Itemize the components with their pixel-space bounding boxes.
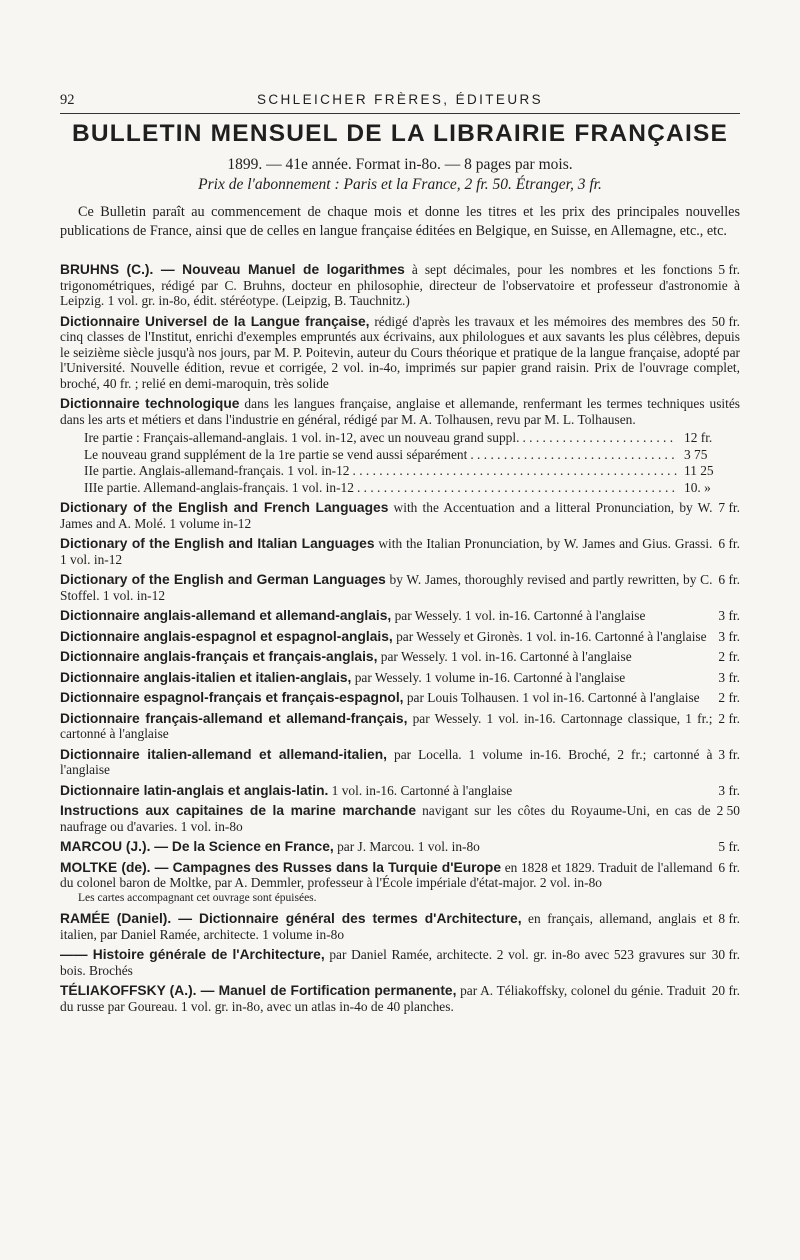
part-text: IIe partie. Anglais-allemand-français. 1 vol. in-12	[84, 463, 350, 478]
bulletin-title: BULLETIN MENSUEL DE LA LIBRAIRIE FRANÇAISE	[71, 120, 729, 147]
entry-heading: MOLTKE (de). — Campagnes des Russes dans la Turquie d'Europe	[60, 859, 502, 875]
entry-description: par Wessely et Gironès. 1 vol. in-16. Cartonné à l'anglaise	[392, 628, 707, 644]
catalog-entry	[60, 839, 740, 855]
part-text: IIIe partie. Allemand-anglais-français. 1 vol. in-12	[84, 479, 354, 495]
part-price: 10. »	[684, 479, 711, 495]
entry-heading: Dictionnaire anglais-allemand et allemand-anglais,	[60, 608, 392, 623]
entry-description: with the Italian Pronunciation, by W. James and Gius. Grassi. 1 vol. in-12	[60, 536, 713, 567]
part-line	[84, 480, 740, 496]
catalog-entry	[60, 947, 740, 978]
part-price: 11 25	[684, 463, 714, 478]
header-rule	[60, 113, 740, 114]
entry-description: by W. James, thoroughly revised and partly rewritten, by C. Stoffel. 1 vol. in-12	[60, 572, 713, 603]
entry-price: 50 fr.	[711, 313, 740, 329]
leader-dots	[357, 480, 677, 496]
entry-description: dans les langues française, anglaise et allemande, renfermant les termes techniques usités dans les arts et métiers et dans l'industrie en général, rédigé par M. A. Tolhausen, revu par M. L. Tolhausen.	[60, 396, 741, 427]
entry-heading: Dictionnaire italien-allemand et allemand-italien,	[60, 746, 387, 762]
page-number: 92	[60, 92, 75, 108]
entry-description: par Locella. 1 volume in-16. Broché, 2 fr.; cartonné à l'anglaise	[60, 746, 713, 777]
part-price: 3 75	[684, 446, 708, 462]
entry-note: Les cartes accompagnant cet ouvrage sont épuisées.	[78, 891, 317, 904]
entry-price: 7 fr.	[718, 500, 740, 515]
catalog-entry	[60, 396, 740, 495]
catalog-entry	[60, 314, 740, 392]
catalog-entry	[60, 536, 740, 567]
entry-description: à sept décimales, pour les nombres et les fonctions trigonométriques, rédigé par C. Bruhns, docteur en philosophie, directeur de l'observatoire et professeur d'astronomie à Leipzig. 1 vol. gr. in-8o, édit. stéréotype. (Leipzig, B. Tauchnitz.)	[60, 262, 740, 308]
catalog-entry	[60, 911, 740, 942]
catalog-entry	[60, 670, 740, 686]
catalog-entry	[60, 860, 740, 907]
entry-price: 6 fr.	[718, 536, 740, 551]
part-price: 12 fr.	[684, 430, 713, 445]
entry-description: par Wessely. 1 vol. in-16. Cartonné à l'anglaise	[391, 608, 646, 623]
entry-price: 5 fr.	[718, 262, 740, 277]
entry-heading: Dictionary of the English and Italian Languages	[60, 536, 375, 551]
publisher-name: SCHLEICHER FRÈRES, ÉDITEURS	[256, 92, 544, 107]
entry-parts	[60, 430, 740, 495]
entry-price: 3 fr.	[718, 628, 740, 644]
entry-price: 20 fr.	[711, 983, 740, 998]
part-line	[84, 430, 740, 446]
catalog-entry	[60, 608, 740, 624]
entry-price: 3 fr.	[718, 746, 740, 762]
entry-heading: Dictionnaire Universel de la Langue française,	[60, 313, 370, 329]
entry-price: 6 fr.	[718, 572, 740, 587]
catalog-entry	[60, 572, 740, 603]
entry-description: par Louis Tolhausen. 1 vol in-16. Cartonné à l'anglaise	[403, 690, 700, 705]
entry-heading: Dictionary of the English and French Languages	[60, 500, 389, 515]
entry-description: en 1828 et 1829. Traduit de l'allemand du colonel baron de Moltke, par A. Demmler, professeur à l'École impériale d'état-major. 2 vol. in-8o	[60, 859, 713, 890]
entry-price: 2 fr.	[718, 710, 740, 726]
entry-description: par Wessely. 1 volume in-16. Cartonné à l'anglaise	[351, 669, 626, 685]
part-line	[84, 463, 740, 479]
entry-heading: Dictionnaire espagnol-français et français-espagnol,	[60, 690, 404, 705]
entry-heading: Dictionary of the English and German Languages	[60, 572, 386, 587]
entry-heading: RAMÉE (Daniel). — Dictionnaire général des termes d'Architecture,	[60, 911, 522, 926]
part-text: Ire partie : Français-allemand-anglais. 1 vol. in-12, avec un nouveau grand suppl.	[84, 430, 520, 445]
catalog-entry	[60, 500, 740, 531]
entry-price: 2 50	[716, 803, 740, 818]
catalog-entry	[60, 783, 740, 799]
catalog-entry	[60, 711, 740, 742]
entry-description: with the Accentuation and a litteral Pronunciation, by W. James and A. Molé. 1 volume in-12	[60, 500, 713, 531]
leader-dots	[470, 447, 677, 463]
catalog-entries	[60, 262, 740, 1019]
leader-dots	[522, 430, 677, 446]
entry-description: rédigé d'après les travaux et les mémoires des membres des cinq classes de l'Institut, enrichi d'exemples empruntés aux écrivains, aux philologues et aux savants les plus célèbres, depuis le seizième siècle jusqu'à nos jours, par M. P. Poitevin, auteur du Cours théorique et pratique de la langue française, adopté par l'Université. Nouvelle édition, revue et corrigée, 2 vol. in-4o, imprimés sur papier grand raisin. Prix de l'ouvrage complet, broché, 40 fr. ; relié en demi-maroquin, très solide	[60, 313, 740, 391]
catalog-entry	[60, 690, 740, 706]
entry-price: 3 fr.	[718, 669, 740, 685]
entry-description: par A. Téliakoffsky, colonel du génie. Traduit du russe par Goureau. 1 vol. gr. in-8o, avec un atlas in-4o de 40 planches.	[60, 983, 706, 1014]
catalog-entry	[60, 629, 740, 645]
entry-price: 2 fr.	[718, 649, 740, 664]
leader-dots	[353, 463, 678, 479]
bulletin-subtitle: 1899. — 41e année. Format in-8o. — 8 pages par mois.	[227, 156, 573, 173]
entry-description: par Daniel Ramée, architecte. 2 vol. gr. in-8o avec 523 gravures sur bois. Brochés	[60, 947, 706, 978]
entry-heading: Instructions aux capitaines de la marine marchande	[60, 803, 417, 818]
entry-heading: Dictionnaire latin-anglais et anglais-latin.	[60, 782, 329, 798]
catalog-entry	[60, 803, 740, 834]
part-text: Le nouveau grand supplément de la 1re partie se vend aussi séparément	[84, 446, 468, 462]
entry-heading: MARCOU (J.). — De la Science en France,	[60, 839, 334, 854]
entry-heading: Dictionnaire anglais-français et français-anglais,	[60, 649, 378, 664]
catalog-entry	[60, 262, 740, 309]
entry-price: 6 fr.	[718, 859, 740, 875]
bulletin-intro: Ce Bulletin paraît au commencement de chaque mois et donne les titres et les prix des principales nouvelles publications de France, ainsi que de celles en langue française éditées en Belgique, en Suisse, en Allemagne, etc., etc.	[60, 204, 740, 239]
entry-heading: TÉLIAKOFFSKY (A.). — Manuel de Fortification permanente,	[60, 983, 457, 998]
entry-heading: Dictionnaire technologique	[60, 396, 240, 411]
entry-description: en français, allemand, anglais et italien, par Daniel Ramée, architecte. 1 volume in-8o	[60, 911, 713, 942]
entry-description: par J. Marcou. 1 vol. in-8o	[333, 839, 480, 854]
entry-heading: Dictionnaire anglais-espagnol et espagnol-anglais,	[60, 628, 393, 644]
catalog-entry	[60, 649, 740, 665]
entry-price: 2 fr.	[718, 690, 740, 705]
entry-heading: —— Histoire générale de l'Architecture,	[60, 947, 325, 962]
entry-price: 30 fr.	[711, 947, 740, 962]
entry-price: 3 fr.	[718, 608, 740, 623]
part-line	[84, 447, 740, 463]
running-head	[60, 92, 740, 110]
entry-heading: BRUHNS (C.). — Nouveau Manuel de logarithmes	[60, 262, 405, 277]
entry-heading: Dictionnaire français-allemand et allemand-français,	[60, 710, 408, 726]
entry-price: 3 fr.	[718, 782, 740, 798]
entry-heading: Dictionnaire anglais-italien et italien-anglais,	[60, 669, 352, 685]
entry-price: 8 fr.	[718, 911, 740, 926]
entry-price: 5 fr.	[718, 839, 740, 854]
entry-description: 1 vol. in-16. Cartonné à l'anglaise	[328, 782, 513, 798]
subscription-line: Prix de l'abonnement : Paris et la France, 2 fr. 50. Étranger, 3 fr.	[198, 176, 602, 193]
entry-description: par Wessely. 1 vol. in-16. Cartonné à l'anglaise	[377, 649, 632, 664]
entry-description: navigant sur les côtes du Royaume-Uni, en cas de naufrage ou d'avaries. 1 vol. in-8o	[60, 803, 711, 834]
catalog-entry	[60, 983, 740, 1014]
entry-description: par Wessely. 1 vol. in-16. Cartonnage classique, 1 fr.; cartonné à l'anglaise	[60, 710, 713, 741]
catalog-entry	[60, 747, 740, 778]
